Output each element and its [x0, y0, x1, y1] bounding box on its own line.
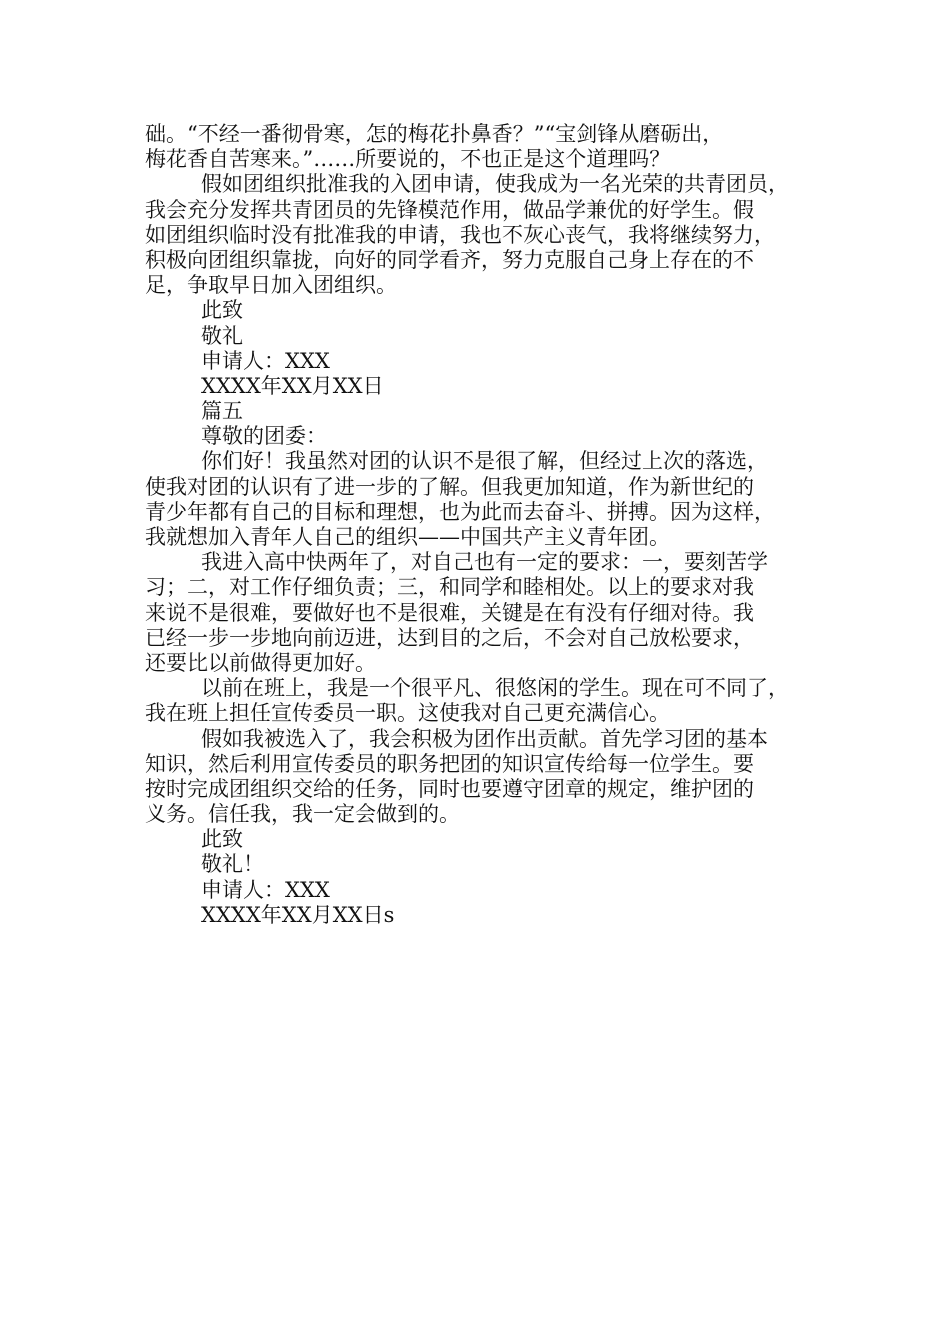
text-line: 义务。信任我，我一定会做到的。: [145, 802, 460, 827]
paragraph: [145, 399, 825, 424]
text-line: 础。“不经一番彻骨寒，怎的梅花扑鼻香？”“宝剑锋从磨砺出，: [145, 122, 724, 146]
paragraph: [145, 424, 825, 449]
text-line: 你们好！我虽然对团的认识不是很了解，但经过上次的落选，: [201, 449, 768, 474]
text-line: 按时完成团组织交给的任务，同时也要遵守团章的规定，维护团的: [145, 776, 754, 801]
text-line: 我会充分发挥共青团员的先锋模范作用，做品学兼优的好学生。假: [145, 197, 754, 222]
text-line: 习；二，对工作仔细负责；三，和同学和睦相处。以上的要求对我: [145, 575, 754, 600]
paragraph: [145, 172, 825, 298]
text-line: 尊敬的团委：: [201, 424, 327, 449]
text-line: 篇五: [201, 399, 243, 424]
paragraph: [145, 449, 825, 550]
text-line: 我进入高中快两年了，对自己也有一定的要求：一，要刻苦学: [201, 550, 768, 575]
paragraph: [145, 878, 825, 903]
paragraph: [145, 349, 825, 374]
text-line: 使我对团的认识有了进一步的了解。但我更加知道，作为新世纪的: [145, 474, 754, 499]
text-line: 此致: [201, 827, 243, 852]
text-line: 敬礼: [201, 323, 243, 348]
text-line: 来说不是很难，要做好也不是很难，关键是在有没有仔细对待。我: [145, 600, 754, 625]
text-line: 我在班上担任宣传委员一职。这使我对自己更充满信心。: [145, 701, 670, 726]
text-line: 知识，然后利用宣传委员的职务把团的知识宣传给每一位学生。要: [145, 751, 754, 776]
text-line: 梅花香自苦寒来。”……所要说的，不也正是这个道理吗？: [145, 147, 671, 172]
paragraph: [145, 374, 825, 399]
text-line: 以前在班上，我是一个很平凡、很悠闲的学生。现在可不同了，: [201, 676, 789, 701]
text-line: 还要比以前做得更加好。: [145, 650, 376, 675]
paragraph: [145, 727, 825, 828]
text-line: 如团组织临时没有批准我的申请，我也不灰心丧气，我将继续努力，: [145, 222, 775, 247]
text-line: 积极向团组织靠拢，向好的同学看齐，努力克服自己身上存在的不: [145, 247, 754, 272]
text-line: 敬礼！: [201, 852, 264, 877]
text-line: XXXX年XX月XX日: [201, 373, 384, 398]
text-line: 青少年都有自己的目标和理想，也为此而去奋斗、拼搏。因为这样，: [145, 499, 775, 524]
text-line: 已经一步一步地向前迈进，达到目的之后，不会对自己放松要求，: [145, 625, 754, 650]
document-page: [145, 122, 825, 928]
paragraph: [145, 903, 825, 928]
text-line: 假如团组织批准我的入团申请，使我成为一名光荣的共青团员，: [201, 172, 789, 197]
text-line: 申请人：XXX: [201, 877, 330, 902]
paragraph: [145, 298, 825, 323]
paragraph: [145, 852, 825, 877]
paragraph: [145, 676, 825, 726]
paragraph: [145, 827, 825, 852]
text-line: XXXX年XX月XX日s: [201, 902, 395, 927]
text-line: 我就想加入青年人自己的组织——中国共产主义青年团。: [145, 525, 670, 549]
paragraph: [145, 122, 825, 172]
text-line: 足，争取早日加入团组织。: [145, 273, 397, 298]
text-line: 假如我被选入了，我会积极为团作出贡献。首先学习团的基本: [201, 726, 768, 751]
paragraph: [145, 324, 825, 349]
text-line: 此致: [201, 298, 243, 323]
text-line: 申请人：XXX: [201, 348, 330, 373]
paragraph: [145, 550, 825, 676]
